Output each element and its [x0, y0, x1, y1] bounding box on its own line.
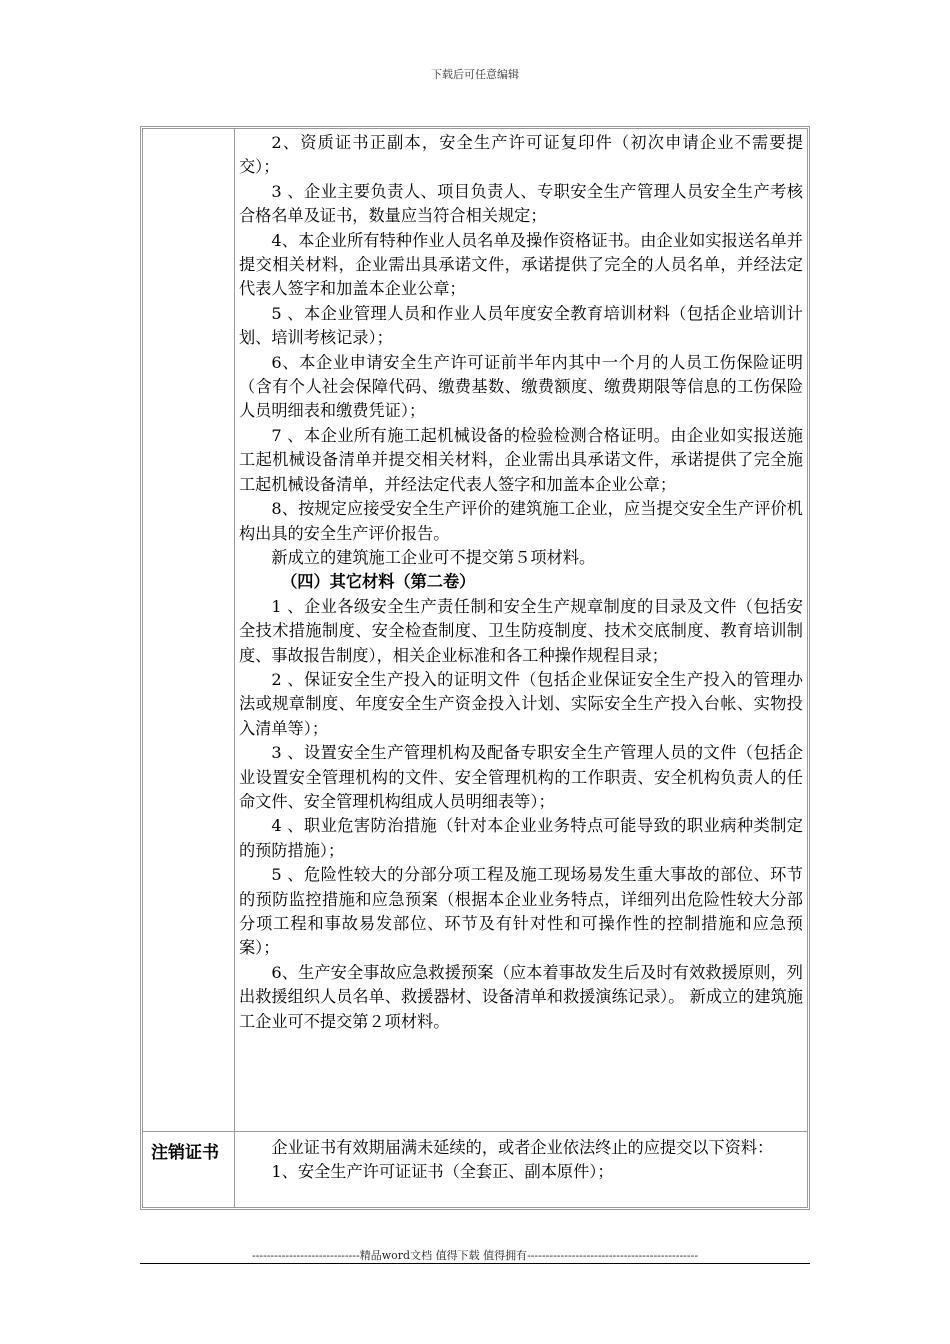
other-material-item: 4 、职业危害防治措施（针对本企业业务特点可能导致的职业病种类制定的预防措施）； — [239, 816, 803, 860]
cancel-item: 1、安全生产许可证证书（全套正、副本原件）； — [271, 1162, 614, 1182]
material-item: 8、按规定应接受安全生产评价的建筑施工企业，应当提交安全生产评价机构出具的安全生产评价报告。 — [239, 499, 803, 543]
material-item: 6、本企业申请安全生产许可证前半年内其中一个月的人员工伤保险证明（含有个人社会保障代码、缴费基数、缴费额度、缴费期限等信息的工伤保险人员明细表和缴费凭证）； — [239, 352, 803, 421]
row-label — [143, 129, 234, 135]
other-material-item: 3 、设置安全生产管理机构及配备专职安全生产管理人员的文件（包括企业设置安全管理机构的文件、安全管理机构的工作职责、安全机构负责人的任命文件、安全管理机构组成人员明细表等）； — [239, 743, 803, 811]
cancel-intro: 企业证书有效期届满未延续的，或者企业依法终止的应提交以下资料： — [271, 1138, 774, 1157]
material-item: 4、本企业所有特种作业人员名单及操作资格证书。由企业如实报送名单并提交相关材料，企业需出具承诺文件，承诺提供了完全的人员名单，并经法定代表人签字和加盖本企业公章； — [239, 230, 803, 299]
cancel-certificate-label: 注销证书 — [151, 1143, 219, 1163]
material-item: 7 、本企业所有施工起机械设备的检验检测合格证明。由企业如实报送施工起机械设备清单并提交相关材料，企业需出具承诺文件，承诺提供了完全施工起机械设备清单，并经法定代表人签字和加盖本企业公章； — [239, 425, 803, 494]
other-material-item: 6、生产安全事故应急救援预案（应本着事故发生后及时有效救援原则，列出救援组织人员名单、救援器材、设备清单和救援演练记录）。 新成立的建筑施工企业可不提交第２项材料。 — [239, 962, 803, 1031]
section-heading: （四）其它材料（第二卷） — [281, 572, 476, 592]
other-material-item: 2 、保证安全生产投入的证明文件（包括企业保证安全生产投入的管理办法或规章制度、年度安全生产资金投入计划、实际安全生产投入台帐、实物投入清单等）； — [239, 669, 803, 738]
materials-content-cell — [235, 129, 807, 1131]
requirements-table — [140, 126, 810, 1210]
page-header-note: 下载后可任意编辑 — [431, 68, 519, 81]
material-item: 3 、企业主要负责人、项目负责人、专职安全生产管理人员安全生产考核合格名单及证书，数量应当符合相关规定； — [239, 181, 803, 226]
page-footer-note: -----------------------------精品word文档 值得下载 值得拥有---------------------------------------------- — [251, 1249, 699, 1262]
table-row-cancel-certificate — [143, 1131, 807, 1207]
footer-divider — [140, 1263, 810, 1264]
other-material-item: 1 、企业各级安全生产责任制和安全生产规章制度的目录及文件（包括安全技术措施制度、安全检查制度、卫生防疫制度、技术交底制度、教育培训制度、事故报告制度），相关企业标准和各工种操作规程目录； — [239, 596, 803, 665]
material-item: 2、资质证书正副本，安全生产许可证复印件（初次申请企业不需要提交）； — [239, 133, 803, 177]
row-label-cell — [143, 129, 235, 1131]
other-material-item: 5 、危险性较大的分部分项工程及施工现场易发生重大事故的部位、环节的预防监控措施和应急预案（根据本企业业务特点，详细列出危险性较大分部分项工程和事故易发部位、环节及有针对性和可操作性的控制措施和应急预案）； — [239, 865, 803, 958]
table-row-materials — [143, 129, 807, 1131]
material-note: 新成立的建筑施工企业可不提交第５项材料。 — [271, 547, 596, 567]
row-label-cell — [143, 1132, 235, 1207]
material-item: 5 、本企业管理人员和作业人员年度安全教育培训材料（包括企业培训计划、培训考核记录）； — [239, 303, 803, 348]
cancel-content-cell — [235, 1132, 807, 1207]
